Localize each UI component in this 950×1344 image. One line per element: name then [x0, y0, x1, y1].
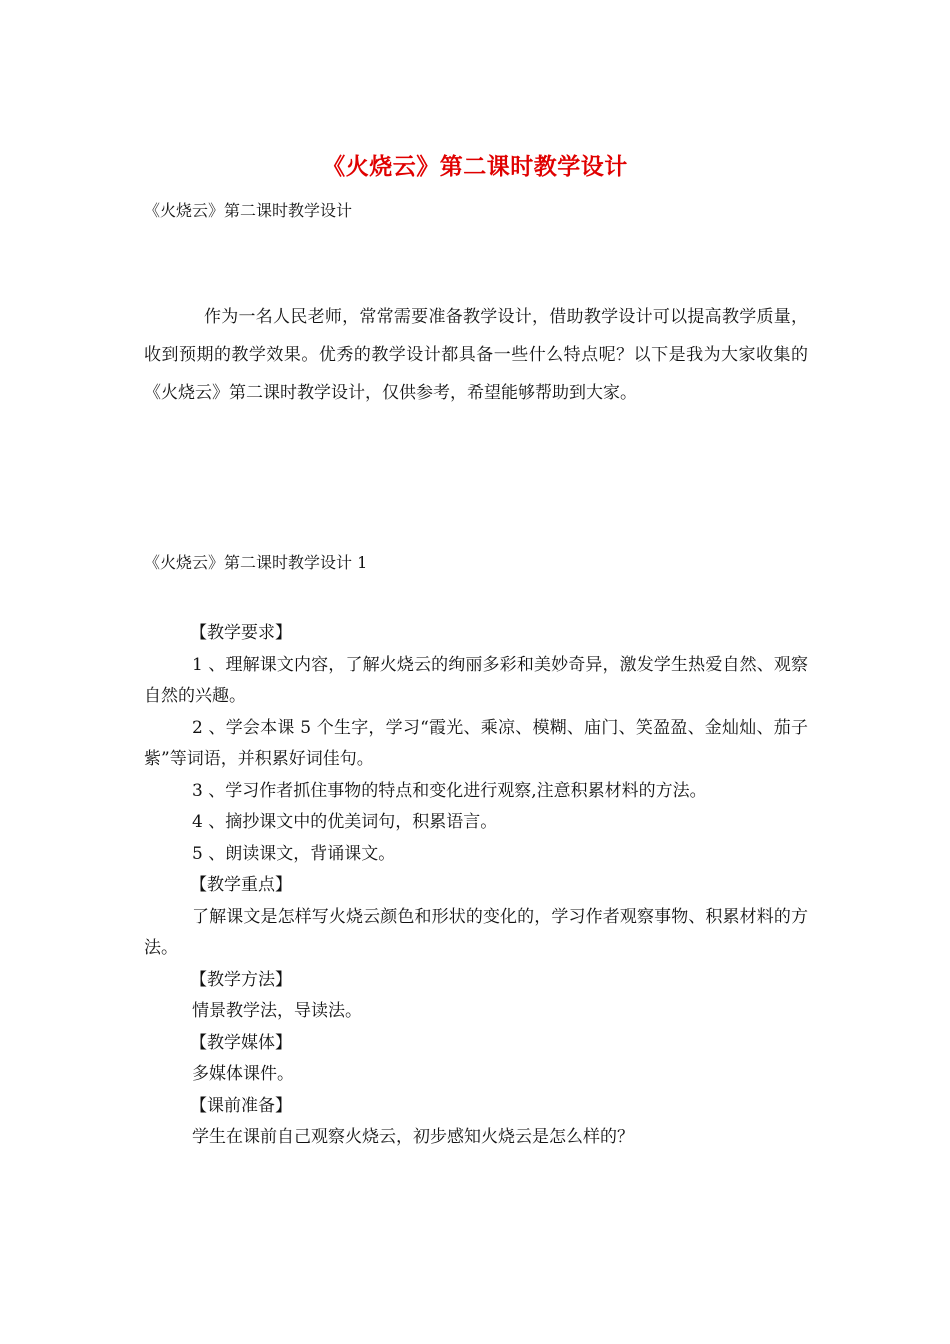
requirement-item-1: 1 、理解课文内容，了解火烧云的绚丽多彩和美妙奇异，激发学生热爱自然、观察自然的兴趣。 [144, 654, 808, 706]
document-title: 《火烧云》第二课时教学设计 [322, 153, 628, 180]
key-points-text: 了解课文是怎样写火烧云颜色和形状的变化的，学习作者观察事物、积累材料的方法。 [144, 906, 808, 958]
requirement-item-3: 3 、学习作者抓住事物的特点和变化进行观察,注意积累材料的方法。 [192, 780, 707, 801]
preparation-text: 学生在课前自己观察火烧云，初步感知火烧云是怎么样的？ [192, 1127, 634, 1147]
requirement-item-4: 4 、摘抄课文中的优美词句，积累语言。 [192, 812, 498, 832]
methods-heading: 【教学方法】 [190, 969, 292, 990]
intro-paragraph: 作为一名人民老师，常常需要准备教学设计，借助教学设计可以提高教学质量，收到预期的教学效果。优秀的教学设计都具备一些什么特点呢？以下是我为大家收集的《火烧云》第二课时教学设计，仅供参考，希望能够帮助到大家。 [144, 307, 808, 403]
media-text: 多媒体课件。 [192, 1064, 294, 1084]
requirement-item-5: 5 、朗读课文，背诵课文。 [192, 843, 396, 864]
requirements-heading: 【教学要求】 [190, 623, 292, 643]
methods-text: 情景教学法，导读法。 [192, 1001, 362, 1021]
lesson-body [144, 618, 808, 1154]
key-points-heading: 【教学重点】 [190, 875, 292, 895]
preparation-heading: 【课前准备】 [190, 1095, 292, 1116]
requirement-item-2: 2 、学会本课 5 个生字，学习“霞光、乘凉、模糊、庙门、笑盈盈、金灿灿、茄子紫”等词语，并积累好词佳句。 [144, 717, 808, 769]
media-heading: 【教学媒体】 [190, 1032, 292, 1053]
section-title: 《火烧云》第二课时教学设计 1 [144, 553, 368, 572]
document-subtitle: 《火烧云》第二课时教学设计 [144, 201, 353, 220]
